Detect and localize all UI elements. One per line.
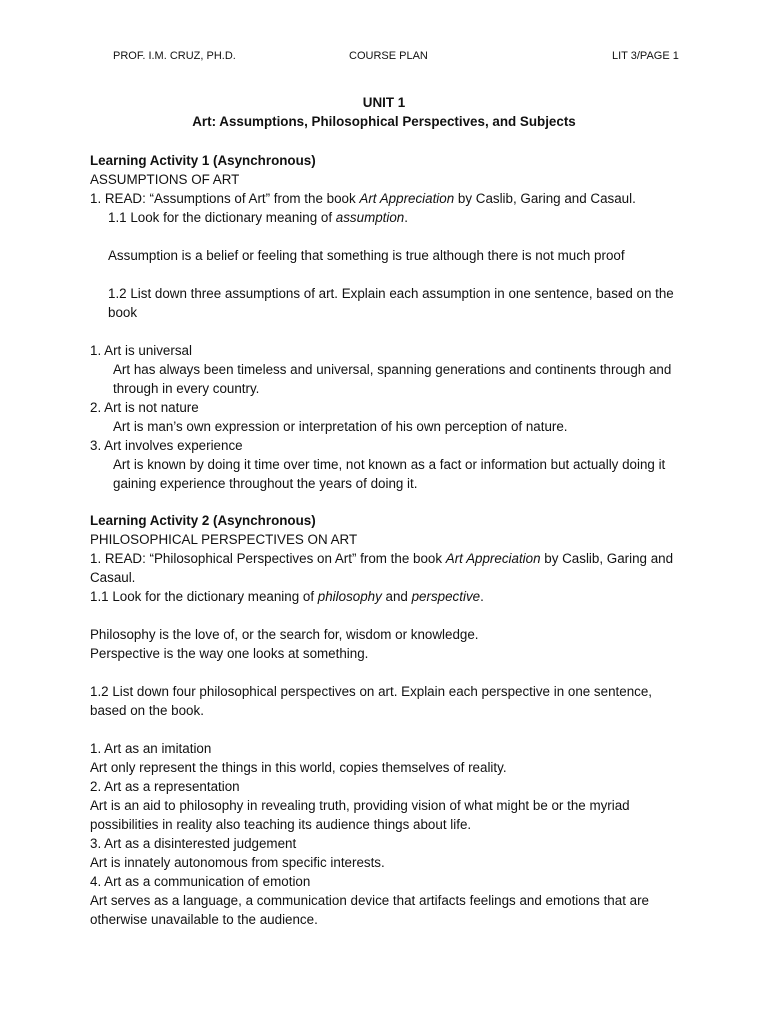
activity1-item-explanation: Art has always been timeless and universal, spanning generations and continents through and through in every country. — [113, 362, 672, 396]
activity1-task1-term: assumption — [335, 210, 405, 225]
activity1-item-title: 2. Art is not nature — [90, 400, 199, 415]
activity2-item-title: 2. Art as a representation — [90, 779, 240, 794]
activity1-definition: Assumption is a belief or feeling that something is true although there is not much proof — [108, 248, 625, 263]
activity1-read-instruction: 1. READ: “Assumptions of Art” from the book Art Appreciation by Caslib, Garing and Casaul. — [90, 191, 636, 206]
activity2-item-explanation: Art is an aid to philosophy in revealing truth, providing vision of what might be or the myriad possibilities in reality also teaching its audience things about life. — [90, 798, 630, 832]
activity2-item-title: 3. Art as a disinterested judgement — [90, 836, 297, 851]
header-author: PROF. I.M. CRUZ, PH.D. — [113, 50, 236, 62]
activity2-subheading: PHILOSOPHICAL PERSPECTIVES ON ART — [90, 532, 358, 547]
activity2-item-explanation: Art serves as a language, a communication device that artifacts feelings and emotions that are otherwise unavailable to the audience. — [90, 893, 649, 927]
unit-title: Art: Assumptions, Philosophical Perspectives, and Subjects — [192, 114, 576, 129]
activity2-book-title: Art Appreciation — [445, 551, 541, 566]
activity2-item-title: 4. Art as a communication of emotion — [90, 874, 311, 889]
unit-number: UNIT 1 — [362, 95, 406, 110]
activity1-item-explanation: Art is man’s own expression or interpretation of his own perception of nature. — [113, 419, 568, 434]
activity2-philosophy-definition: Philosophy is the love of, or the search for, wisdom or knowledge. — [90, 627, 479, 642]
activity1-task1: 1.1 Look for the dictionary meaning of assumption. — [108, 210, 408, 225]
header-page-ref: LIT 3/PAGE 1 — [612, 50, 679, 62]
activity1-task2: 1.2 List down three assumptions of art. Explain each assumption in one sentence, based on the book — [108, 286, 674, 320]
activity2-item-explanation: Art is innately autonomous from specific interests. — [90, 855, 385, 870]
activity1-heading: Learning Activity 1 (Asynchronous) — [90, 153, 316, 168]
activity2-task1-term-perspective: perspective — [411, 589, 481, 604]
activity2-task1: 1.1 Look for the dictionary meaning of philosophy and perspective. — [90, 589, 484, 604]
activity2-task2: 1.2 List down four philosophical perspectives on art. Explain each perspective in one sentence, based on the book. — [90, 684, 653, 718]
activity1-book-title: Art Appreciation — [359, 191, 455, 206]
activity2-perspective-definition: Perspective is the way one looks at something. — [90, 646, 369, 661]
activity2-read-instruction: 1. READ: “Philosophical Perspectives on Art” from the book Art Appreciation by Caslib, Garing and Casaul. — [90, 551, 674, 585]
header-doc-type: COURSE PLAN — [349, 50, 428, 62]
activity2-heading: Learning Activity 2 (Asynchronous) — [90, 513, 316, 528]
activity1-item-explanation: Art is known by doing it time over time, not known as a fact or information but actually doing it gaining experience throughout the years of doing it. — [113, 457, 666, 491]
activity2-item-explanation: Art only represent the things in this world, copies themselves of reality. — [90, 760, 507, 775]
activity1-subheading: ASSUMPTIONS OF ART — [90, 172, 240, 187]
activity1-item-title: 1. Art is universal — [90, 343, 192, 358]
activity2-task1-term-philosophy: philosophy — [317, 589, 382, 604]
activity2-item-title: 1. Art as an imitation — [90, 741, 212, 756]
activity1-item-title: 3. Art involves experience — [90, 438, 243, 453]
